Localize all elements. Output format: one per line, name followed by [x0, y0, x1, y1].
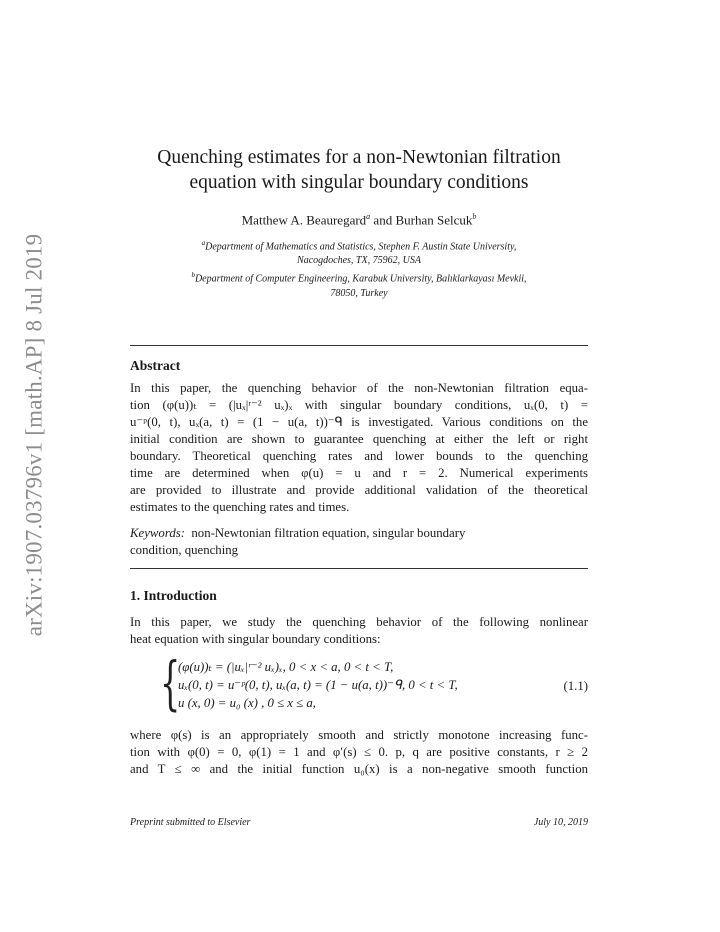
equation-line: u (x, 0) = u₀ (x) , 0 ≤ x ≤ a,: [178, 696, 316, 710]
affiliation-text: Department of Computer Engineering, Karabuk University, Balıklarkayası Mevkii,: [194, 273, 527, 285]
affiliation-line: 78050, Turkey: [330, 287, 388, 299]
affiliation-line: [140, 236, 578, 254]
author-list: [130, 212, 588, 228]
paper-title: [130, 145, 588, 195]
affiliations: [140, 236, 578, 301]
body-line: and T ≤ ∞ and the initial function u₀(x) is a non-negative smooth function: [130, 762, 588, 776]
section-heading-introduction: 1. Introduction: [130, 588, 217, 603]
abstract-top-rule: [130, 345, 588, 346]
body-line: where φ(s) is an appropriately smooth and strictly monotone increasing func-: [130, 728, 588, 742]
author-conjunction: and: [370, 212, 396, 228]
arxiv-identifier-text: arXiv:1907.03796v1 [math.AP] 8 Jul 2019: [21, 233, 47, 637]
equation-line: uₓ(0, t) = u⁻ᵖ(0, t), uₓ(a, t) = (1 − u(a, t))⁻ᑫ, 0 < t < T,: [178, 678, 458, 692]
abstract-heading: Abstract: [130, 358, 181, 373]
affiliation-mark: a: [201, 239, 206, 247]
preprint-date: July 10, 2019: [533, 817, 588, 828]
abstract-line: estimates to the quenching rates and times.: [130, 500, 350, 514]
keywords-label: Keywords:: [130, 526, 185, 540]
equation-number: (1.1): [563, 679, 588, 693]
abstract-bottom-rule: [130, 568, 588, 569]
author-name: Matthew A. Beauregard: [241, 212, 367, 228]
equation-system: [178, 658, 458, 712]
affiliation-mark: b: [191, 271, 195, 280]
equation-line: (φ(u))ₜ = (|uₓ|ʳ⁻² uₓ)ₓ, 0 < x < a, 0 < t < T,: [178, 660, 394, 674]
keywords-line: [130, 525, 588, 542]
abstract-line: time are determined when φ(u) = u and r = 2. Numerical experiments: [130, 466, 588, 480]
body-line: In this paper, we study the quenching behavior of the following nonlinear: [130, 615, 588, 629]
body-line: tion with φ(0) = 0, φ(1) = 1 and φ′(s) ≤ 0. p, q are positive constants, r ≥ 2: [130, 745, 588, 759]
abstract-line: boundary. Theoretical quenching rates and lower bounds to the quenching: [130, 449, 588, 463]
affiliation-text: Department of Mathematics and Statistics, Stephen F. Austin State University,: [205, 241, 517, 253]
introduction-continuation: [130, 727, 588, 778]
equation-1-1: [160, 649, 588, 718]
keywords-text: non-Newtonian filtration equation, singular boundary: [191, 526, 466, 540]
keywords-line: condition, quenching: [130, 543, 239, 557]
introduction-paragraph: [130, 614, 588, 648]
affiliation-mark: b: [472, 212, 477, 221]
affiliation-line: Nacogdoches, TX, 75962, USA: [297, 255, 421, 267]
title-line: Quenching estimates for a non-Newtonian filtration: [157, 147, 561, 168]
abstract-line: u⁻ᵖ(0, t), uₓ(a, t) = (1 − u(a, t))⁻ᑫ is investigated. Various conditions on the: [130, 415, 588, 429]
affiliation-mark: a: [366, 212, 371, 221]
arxiv-identifier-stamp: [8, 225, 60, 645]
preprint-note: Preprint submitted to Elsevier: [130, 817, 251, 828]
body-line: heat equation with singular boundary conditions:: [130, 632, 381, 646]
abstract-line: are provided to illustrate and provide additional validation of the theoretical: [130, 483, 588, 497]
abstract-line: tion (φ(u))ₜ = (|uₓ|ʳ⁻² uₓ)ₓ with singular boundary conditions, uₓ(0, t) =: [130, 398, 588, 412]
author-name: Burhan Selcuk: [395, 212, 473, 228]
left-brace: {: [160, 649, 181, 717]
abstract-line: initial condition are shown to guarantee quenching at either the left or right: [130, 432, 588, 446]
abstract-line: In this paper, the quenching behavior of the non-Newtonian filtration equa-: [130, 381, 588, 395]
abstract-body: [130, 380, 588, 516]
title-line: equation with singular boundary conditions: [189, 172, 529, 193]
keywords-block: [130, 525, 588, 559]
affiliation-line: [140, 268, 578, 286]
